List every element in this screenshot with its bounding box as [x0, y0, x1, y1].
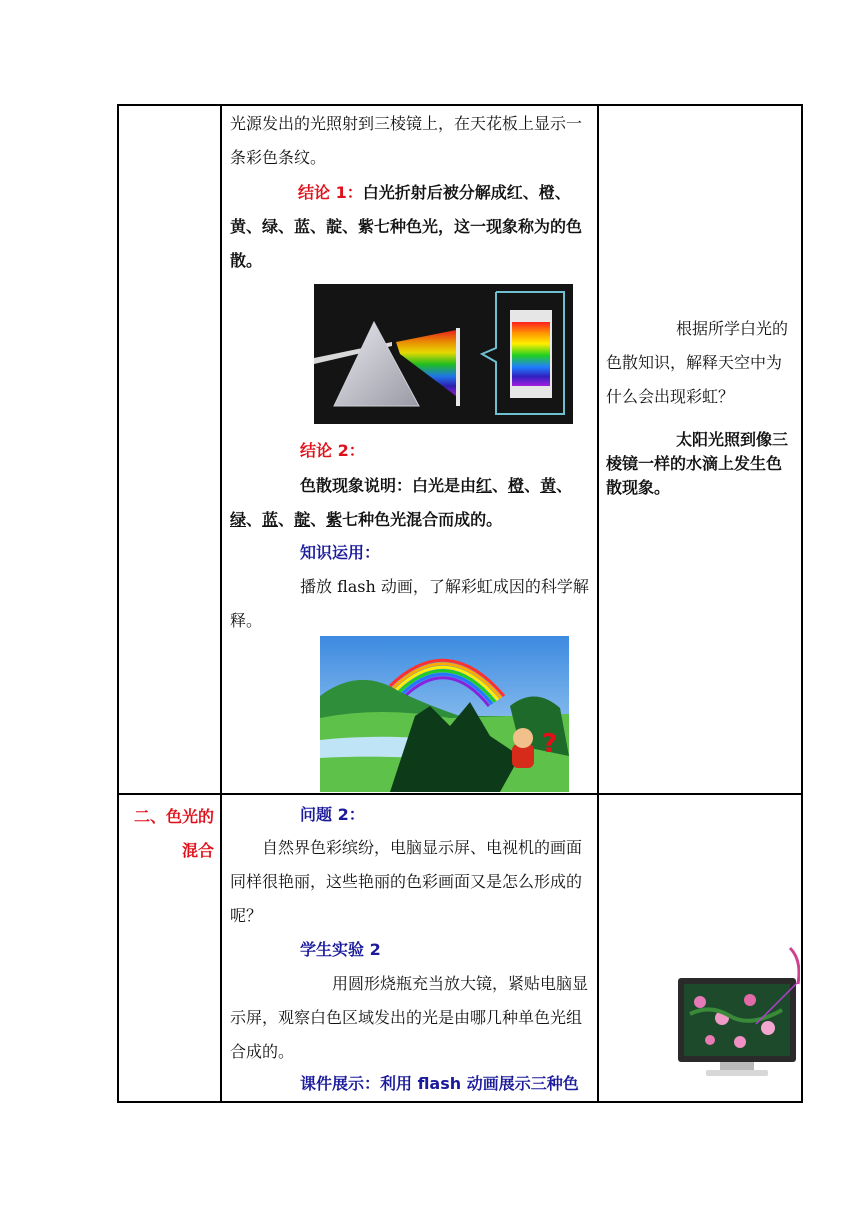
svg-text:?: ?: [542, 729, 558, 759]
courseware-line: 课件展示：利用 flash 动画展示三种色: [300, 1074, 579, 1093]
color-blue: 蓝: [262, 510, 279, 529]
conclusion-1-text: 白光折射后被分解成红、橙、黄、绿、蓝、靛、紫七种色光，这一现象称为的色散。: [230, 183, 583, 270]
color-red: 红: [476, 476, 493, 495]
conclusion-1: [230, 176, 592, 278]
experiment-label: 学生实验 2: [300, 940, 381, 959]
question-2-text: 自然界色彩缤纷，电脑显示屏、电视机的画面同样很艳丽，这些艳丽的色彩画面又是怎么形成的呢？: [230, 838, 583, 925]
conclusion-1-label: 结论 1：: [298, 183, 363, 202]
prism-dispersion-image: [314, 284, 573, 424]
conclusion-2: 色散现象说明：白光是由红、橙、黄、绿、蓝、靛、紫七种色光混合而成的。: [230, 476, 573, 529]
color-yellow: 黄: [540, 476, 557, 495]
right-question: 根据所学白光的色散知识，解释天空中为什么会出现彩虹？: [606, 319, 789, 406]
color-indigo: 靛: [294, 510, 311, 529]
row-divider: [117, 793, 801, 795]
conclusion-2-label: 结论 2：: [300, 441, 365, 460]
monitor-image: [670, 944, 800, 1080]
question-2-label: 问题 2：: [300, 805, 365, 824]
intro-paragraph: 光源发出的光照射到三棱镜上，在天花板上显示一条彩色条纹。: [230, 114, 583, 167]
knowledge-label: 知识运用：: [300, 543, 381, 562]
right-answer: 太阳光照到像三棱镜一样的水滴上发生色散现象。: [606, 430, 789, 497]
rainbow-scene-image: [320, 636, 569, 792]
column-divider-2: [597, 104, 599, 1101]
column-divider-1: [220, 104, 222, 1101]
section-title: 二、色光的混合: [133, 807, 214, 860]
experiment-text: 用圆形烧瓶充当放大镜，紧贴电脑显示屏，观察白色区域发出的光是由哪几种单色光组合成的。: [230, 974, 589, 1061]
color-green: 绿: [230, 510, 247, 529]
color-violet: 紫: [326, 510, 343, 529]
color-orange: 橙: [508, 476, 525, 495]
flash-paragraph: 播放 flash 动画，了解彩虹成因的科学解释。: [230, 577, 589, 630]
